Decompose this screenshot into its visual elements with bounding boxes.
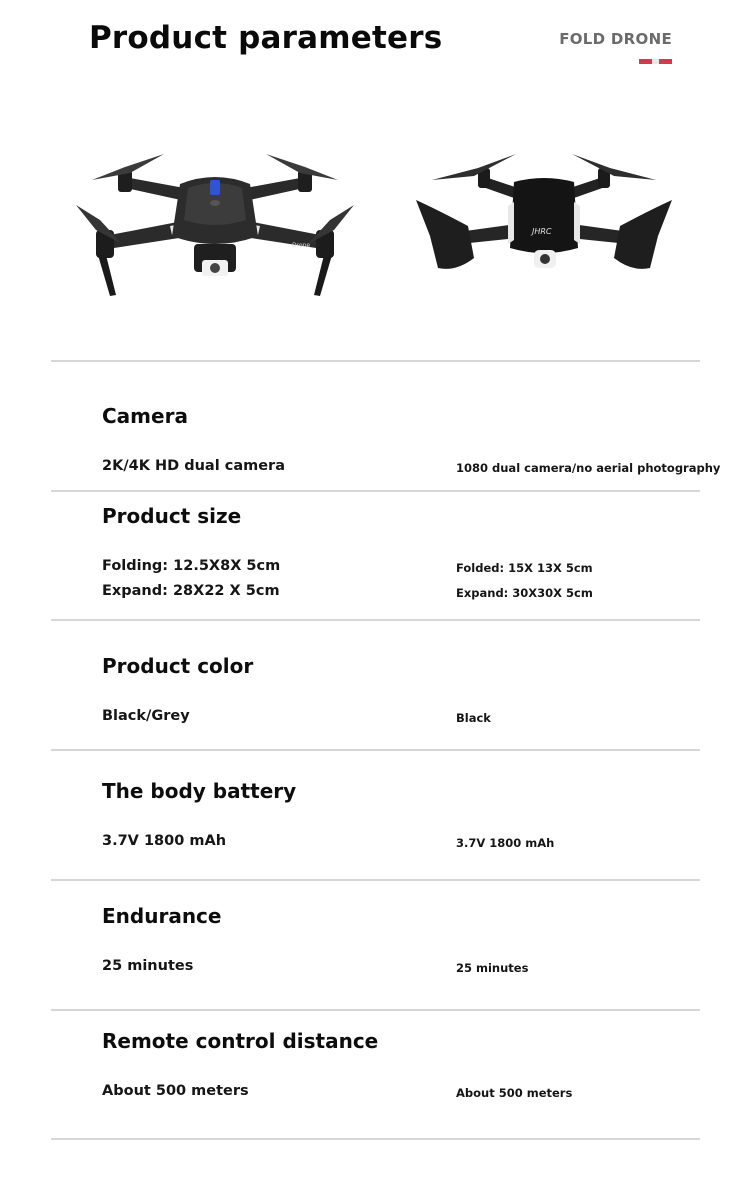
divider — [51, 749, 700, 751]
accent-bar-3 — [659, 59, 672, 64]
accent-bar-1 — [639, 59, 652, 64]
spec-right-color — [456, 706, 491, 731]
spec-title-color: Product color — [102, 654, 254, 678]
brand-tag: FOLD DRONE — [559, 30, 672, 48]
drone-photo-left — [70, 140, 360, 305]
spec-value: About 500 meters — [456, 1086, 573, 1100]
spec-right-size — [456, 556, 593, 606]
spec-value: Folded: 15X 13X 5cm — [456, 561, 593, 575]
spec-title-battery: The body battery — [102, 779, 297, 803]
spec-right-endurance — [456, 956, 528, 981]
spec-left-color — [102, 704, 190, 729]
spec-title-camera: Camera — [102, 404, 188, 428]
spec-value: 3.7V 1800 mAh — [456, 836, 555, 850]
page-title: Product parameters — [89, 20, 443, 56]
drone-photo-right — [408, 140, 680, 290]
spec-right-remote — [456, 1081, 572, 1106]
spec-left-battery — [102, 829, 226, 854]
spec-value: 2K/4K HD dual camera — [102, 458, 285, 474]
spec-value: Expand: 30X30X 5cm — [456, 586, 593, 600]
spec-value: 1080 dual camera/no aerial photography — [456, 461, 721, 475]
spec-value: 25 minutes — [102, 958, 194, 974]
spec-left-remote — [102, 1079, 249, 1104]
spec-title-endurance: Endurance — [102, 904, 222, 928]
spec-value: 25 minutes — [456, 961, 529, 975]
drone-left-label: Drone — [292, 242, 311, 249]
spec-left-size — [102, 554, 280, 604]
spec-right-camera — [456, 456, 720, 481]
spec-right-battery — [456, 831, 554, 856]
spec-value: Expand: 28X22 X 5cm — [102, 583, 280, 599]
spec-title-remote: Remote control distance — [102, 1029, 379, 1053]
brand-underline — [639, 59, 672, 64]
spec-value: Black/Grey — [102, 708, 190, 724]
accent-bar-2 — [652, 59, 659, 64]
divider — [51, 619, 700, 621]
spec-value: Black — [456, 711, 491, 725]
spec-left-camera — [102, 454, 285, 479]
divider-top — [51, 360, 700, 362]
spec-value: 3.7V 1800 mAh — [102, 833, 227, 849]
divider — [51, 879, 700, 881]
drone-right-label: JHRC — [532, 227, 552, 236]
spec-value: About 500 meters — [102, 1083, 249, 1099]
spec-left-endurance — [102, 954, 193, 979]
spec-value: Folding: 12.5X8X 5cm — [102, 558, 281, 574]
divider — [51, 490, 700, 492]
spec-title-size: Product size — [102, 504, 242, 528]
divider — [51, 1009, 700, 1011]
divider-bottom — [51, 1138, 700, 1140]
